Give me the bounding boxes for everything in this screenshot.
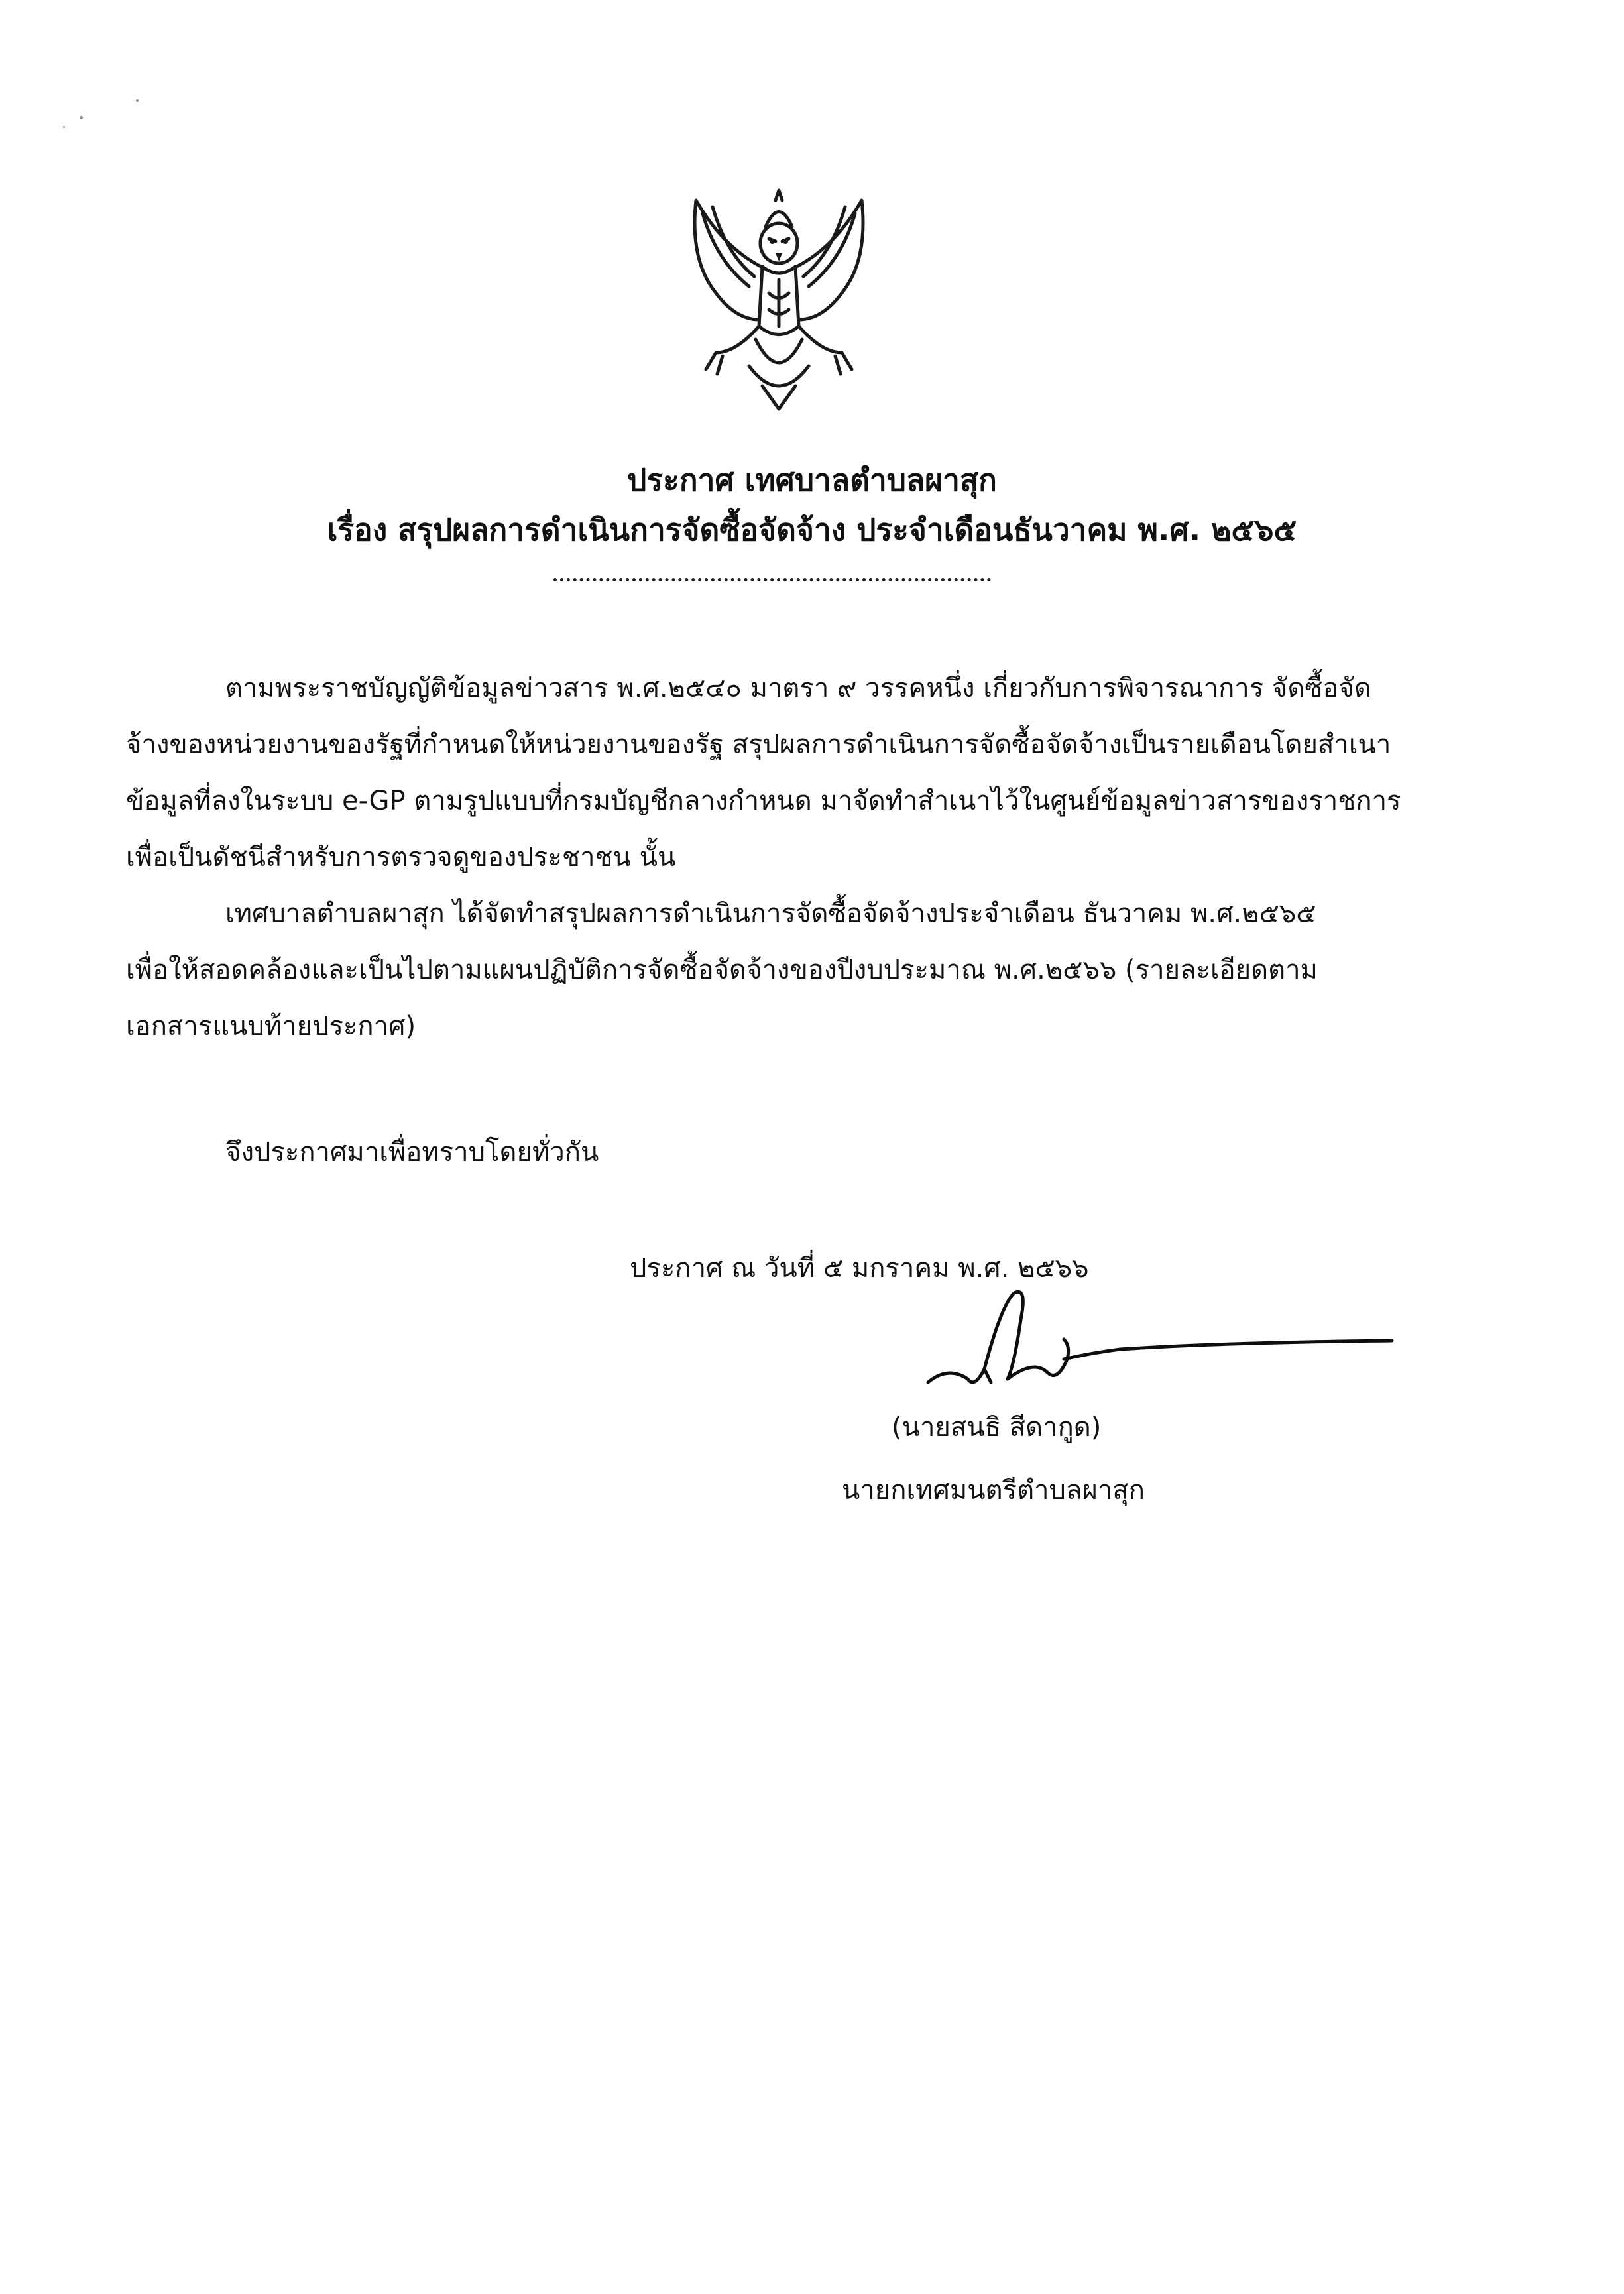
document-subject: เรื่อง สรุปผลการดำเนินการจัดซื้อจัดจ้าง ประจำเดือนธันวาคม พ.ศ. ๒๕๖๕	[327, 512, 1297, 548]
document-title: ประกาศ เทศบาลตำบลผาสุก	[627, 462, 997, 498]
paragraph-1-line: ข้อมูลที่ลงในระบบ e-GP ตามรูปแบบที่กรมบัญชีกลางกำหนด มาจัดทำสำเนาไว้ในศูนย์ข้อมูลข่าวสารของราชการ	[126, 786, 1401, 816]
title-divider	[553, 578, 991, 581]
paragraph-2-line: เอกสารแนบท้ายประกาศ)	[126, 1011, 416, 1042]
paragraph-2-line: เทศบาลตำบลผาสุก ได้จัดทำสรุปผลการดำเนินการจัดซื้อจัดจ้างประจำเดือน ธันวาคม พ.ศ.๒๕๖๕	[225, 898, 1316, 929]
announcement-date: ประกาศ ณ วันที่ ๕ มกราคม พ.ศ. ๒๕๖๖	[630, 1253, 1089, 1284]
signer-position: นายกเทศมนตรีตำบลผาสุก	[842, 1475, 1145, 1506]
paragraph-1-line: ตามพระราชบัญญัติข้อมูลข่าวสาร พ.ศ.๒๕๔๐ มาตรา ๙ วรรคหนึ่ง เกี่ยวกับการพิจารณาการ จัดซื้อจัด	[225, 673, 1371, 703]
scan-speck	[80, 116, 83, 119]
scan-speck	[63, 126, 65, 128]
paragraph-1-line: จ้างของหน่วยงานของรัฐที่กำหนดให้หน่วยงานของรัฐ สรุปผลการดำเนินการจัดซื้อจัดจ้างเป็นรายเดือนโดยสำเนา	[126, 729, 1391, 760]
closing-statement: จึงประกาศมาเพื่อทราบโดยทั่วกัน	[225, 1137, 599, 1168]
paragraph-2-line: เพื่อให้สอดคล้องและเป็นไปตามแผนปฏิบัติการจัดซื้อจัดจ้างของปีงบประมาณ พ.ศ.๒๕๖๖ (รายละเอียดตาม	[126, 955, 1318, 985]
paragraph-1-line: เพื่อเป็นดัชนีสำหรับการตรวจดูของประชาชน นั้น	[126, 842, 676, 873]
garuda-emblem-icon	[676, 187, 882, 416]
handwritten-signature	[921, 1280, 1399, 1412]
signer-name: (นายสนธิ สีดากูด)	[892, 1412, 1102, 1443]
scan-speck	[136, 99, 139, 102]
